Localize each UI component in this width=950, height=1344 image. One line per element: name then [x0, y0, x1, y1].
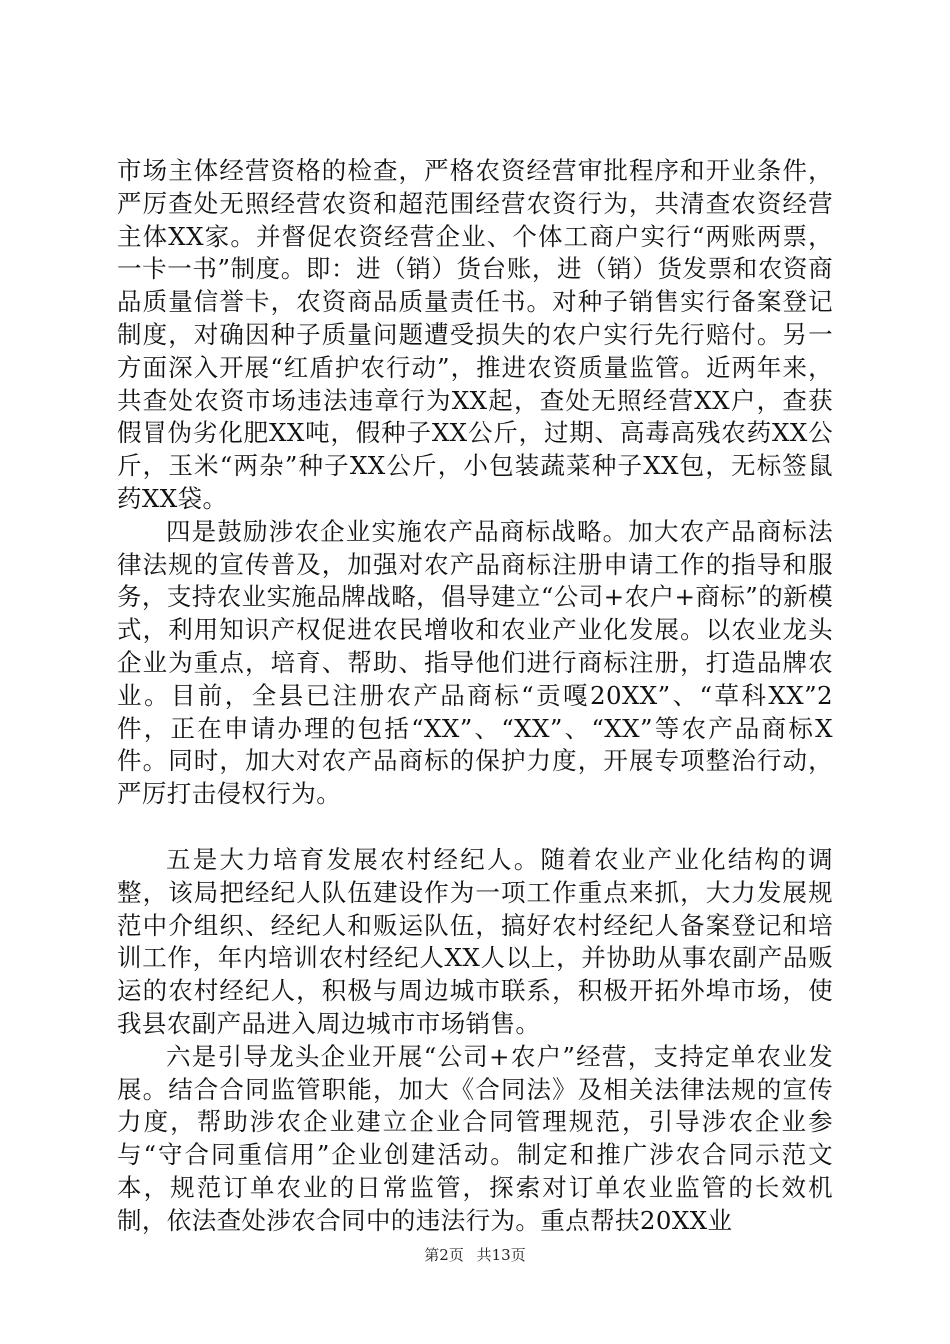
- paragraph-order-farming: 六是引导龙头企业开展“公司+农户”经营，支持定单农业发展。结合合同监管职能，加大《合同法》及相关法律法规的宣传力度，帮助涉农企业建立企业合同管理规范，引导涉农企业参与“守合同重信用”企业创建活动。制定和推广涉农合同示范文本，规范订单农业的日常监管，探索对订单农业监管的长效机制，依法查处涉农合同中的违法行为。重点帮扶20XX业: [117, 1041, 833, 1235]
- paragraph-rural-brokers: 五是大力培育发展农村经纪人。随着农业产业化结构的调整，该局把经纪人队伍建设作为一项工作重点来抓，大力发展规范中介组织、经纪人和贩运队伍，搞好农村经纪人备案登记和培训工作，年内培训农村经纪人XX人以上，并协助从事农副产品贩运的农村经纪人，积极与周边城市联系，积极开拓外埠市场，使我县农副产品进入周边城市市场销售。: [117, 844, 833, 1038]
- paragraph-spacer: [117, 811, 833, 844]
- page-number: 第2页: [424, 1246, 464, 1264]
- paragraph-trademark-strategy: 四是鼓励涉农企业实施农产品商标战略。加大农产品商标法律法规的宣传普及，加强对农产品商标注册申请工作的指导和服务，支持农业实施品牌战略，倡导建立“公司+农户+商标”的新模式，利用知识产权促进农民增收和农业产业化发展。以农业龙头企业为重点，培育、帮助、指导他们进行商标注册，打造品牌农业。目前，全县已注册农产品商标“贡嘎20XX”、“草科XX”2件，正在申请办理的包括“XX”、“XX”、“XX”等农产品商标X件。同时，加大对农产品商标的保护力度，开展专项整治行动，严厉打击侵权行为。: [117, 516, 833, 809]
- document-body: [117, 155, 833, 1238]
- page-total: 共13页: [476, 1246, 526, 1264]
- page-footer: [0, 1245, 950, 1265]
- paragraph-market-inspection: 市场主体经营资格的检查，严格农资经营审批程序和开业条件，严厉查处无照经营农资和超范围经营农资行为，共清查农资经营主体XX家。并督促农资经营企业、个体工商户实行“两账两票，一卡一书”制度。即：进（销）货台账，进（销）货发票和农资商品质量信誉卡，农资商品质量责任书。对种子销售实行备案登记制度，对确因种子质量问题遭受损失的农户实行先行赔付。另一方面深入开展“红盾护农行动”，推进农资质量监管。近两年来，共查处农资市场违法违章行为XX起，查处无照经营XX户，查获假冒伪劣化肥XX吨，假种子XX公斤，过期、高毒高残农药XX公斤，玉米“两杂”种子XX公斤，小包装蔬菜种子XX包，无标签鼠药XX袋。: [117, 156, 833, 513]
